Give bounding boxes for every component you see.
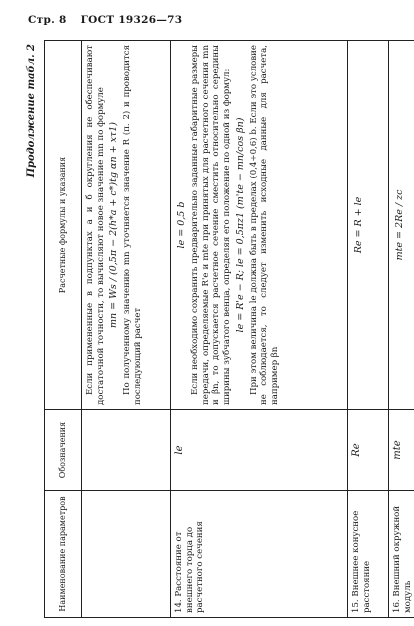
col-header-formula: Расчетные формулы и указания <box>45 41 82 410</box>
param-name: 16. Внешний окружной модуль <box>389 491 414 618</box>
table-header-row <box>45 41 82 618</box>
table-row <box>82 41 171 618</box>
formula: Re = R + le <box>353 196 364 254</box>
page-header <box>28 14 192 26</box>
param-name: 14. Расстояние от внешнего торца до расчетного сечения <box>171 491 348 618</box>
param-name <box>82 491 171 618</box>
formula-text: По полученному значению mn уточняется значение R (п. 2) и проводится последующий расчет <box>122 45 144 405</box>
formula-text: Если необходимо сохранить предварительно заданные габаритные размеры передачи, определяемые R'e и mte при принятых для расчетного сечения mn и βn, то допускается расчетное сечение сместить относительно середины ширины зубчатого венца, определяя его положение по одной из формул: <box>189 45 233 405</box>
table-row <box>389 41 414 618</box>
col-header-parameter: Наименование параметров <box>45 491 82 618</box>
formula: le = R'e − R; le = 0,5πz1 (m'te − mn/cos βn) <box>234 117 246 333</box>
formula-text: При этом величина le должна быть в пределах (0,4÷0,6) b. Если это условие не соблюдается, то следует изменить исходные данные для расчета, например βn <box>248 45 281 405</box>
formula-text: Если примененные в подпунктах а и б округления не обеспечивают достаточной точности, то вычисляют новое значение mn по формуле <box>85 45 106 405</box>
formula-cell <box>82 41 171 410</box>
col-header-symbol: Обозначения <box>45 410 82 491</box>
formula-cell <box>348 41 389 410</box>
param-name: 15. Внешнее конусное расстояние <box>348 491 389 618</box>
param-symbol <box>82 410 171 491</box>
param-symbol: le <box>171 410 348 491</box>
table-row <box>348 41 389 618</box>
parameters-table <box>44 40 414 618</box>
continuation-label: Продолжение табл. 2 <box>26 44 37 178</box>
formula-cell <box>171 41 348 410</box>
formula: mte = 2Re / zc <box>394 189 405 261</box>
formula-cell <box>389 41 414 410</box>
param-symbol: mte <box>389 410 414 491</box>
table-row <box>171 41 348 618</box>
rotated-table-page <box>20 40 413 618</box>
param-symbol: Re <box>348 410 389 491</box>
formula: mn = Ws / (0,5π − 2(h*a + c*)tg αn + xτ1) <box>108 122 120 328</box>
standard-number: ГОСТ 19326—73 <box>80 14 183 26</box>
formula: le = 0,5 b <box>176 201 187 249</box>
page-number: Стр. 8 <box>28 14 67 26</box>
